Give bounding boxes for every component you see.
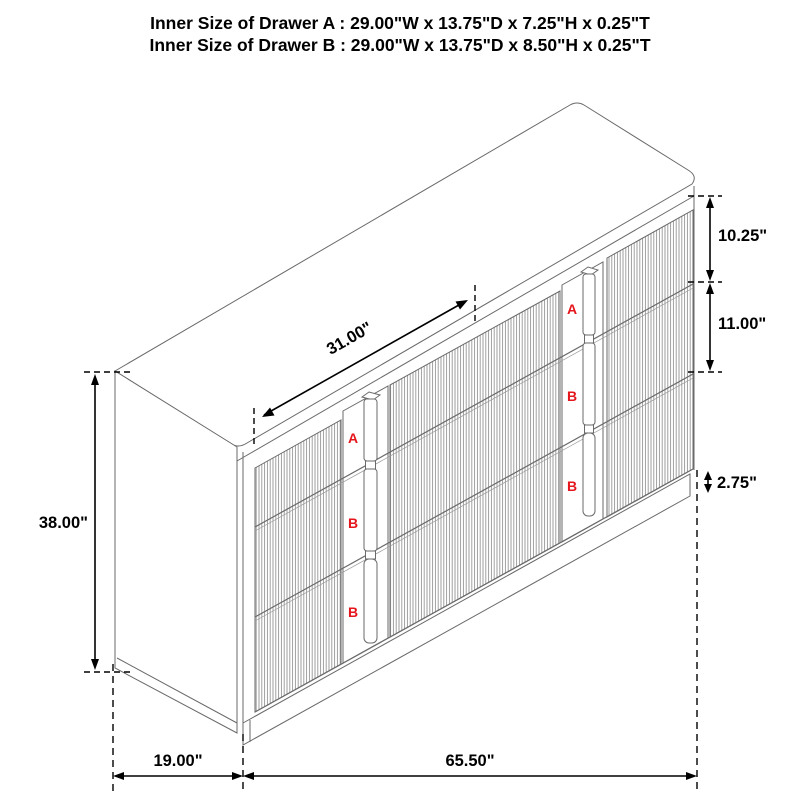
dim-depth <box>113 752 243 780</box>
dim-drawer-b-height-label: 11.00" <box>718 315 767 333</box>
dim-base-height <box>704 471 757 493</box>
title-block <box>149 13 650 55</box>
dim-overall-height-label: 38.00" <box>38 514 88 532</box>
drawer-label-left-b1: B <box>347 515 359 531</box>
drawer-label-right-a: A <box>566 301 578 317</box>
fluted-panel-right <box>607 210 693 517</box>
drawer-label-left-a: A <box>347 430 359 446</box>
dim-drawer-width-label: 31.00" <box>323 318 376 359</box>
drawer-label-right-b1: B <box>566 388 578 404</box>
dim-drawer-a-height <box>688 196 767 282</box>
drawer-label-right-b2: B <box>566 478 578 494</box>
title-line-drawer-b: Inner Size of Drawer B : 29.00"W x 13.75"D x 8.50"H x 0.25"T <box>149 35 651 55</box>
dim-depth-label: 19.00" <box>153 752 203 770</box>
handle-right <box>581 267 598 516</box>
drawer-label-left-b2: B <box>347 604 359 620</box>
fluted-panel-left <box>255 420 341 712</box>
dim-overall-width <box>243 752 697 780</box>
title-line-drawer-a: Inner Size of Drawer A : 29.00"W x 13.75"D x 7.25"H x 0.25"T <box>150 13 650 33</box>
dim-drawer-a-height-label: 10.25" <box>718 227 768 245</box>
dim-overall-width-label: 65.50" <box>445 752 495 770</box>
cabinet-drawing <box>115 103 694 745</box>
dim-drawer-b-height <box>688 283 766 372</box>
handle-left <box>362 392 380 643</box>
dim-base-height-label: 2.75" <box>717 474 757 492</box>
